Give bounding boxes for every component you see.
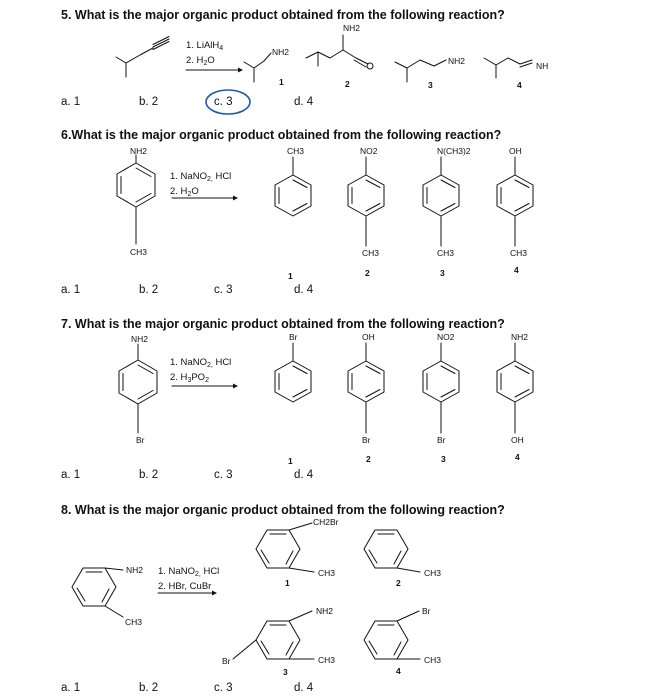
question-5-title: 5. What is the major organic product obtained from the following reaction? [61,8,505,22]
q5-option-a[interactable]: a. 1 [61,96,81,108]
q8-p3-ring [233,611,314,659]
q6-product-number-3: 3 [440,268,445,278]
q5-p2-nh2-label: NH2 [343,23,361,33]
q8-product-number-2: 2 [396,578,401,588]
q6-p3-bottom-label: CH3 [437,248,455,258]
answer-circle [206,90,250,114]
q7-p2-bottom-label: Br [362,435,371,445]
q6-p4-ring [497,157,533,246]
q8-option-c[interactable]: c. 3 [214,682,233,694]
q6-p1-ring [275,157,311,216]
q5-product-4 [484,58,532,78]
q8-p3-ch3-label: CH3 [318,655,336,665]
q7-p4-bottom-label: OH [511,435,524,445]
q8-option-d[interactable]: d. 4 [294,682,314,694]
q8-product-number-1: 1 [285,578,290,588]
q5-p4-nh-label: NH [536,61,549,71]
q8-p3-br-label: Br [222,656,231,666]
q6-option-c[interactable]: c. 3 [214,284,233,296]
q7-p2-ring [348,343,384,433]
q7-p1-top-label: Br [289,332,298,342]
q6-sm-top-label: NH2 [130,146,148,156]
q8-p1-ch2br-label: CH2Br [313,517,339,527]
q8-product-number-3: 3 [283,667,288,677]
q8-p1-ring [256,523,314,572]
q5-reagents: 1. LiAlH$_4$ 2. $H_2O$ [186,40,224,67]
q7-p3-ring [423,343,459,433]
q5-p3-nh2-label: NH2 [448,56,466,66]
q6-sm-ring [117,155,155,244]
q7-p3-top-label: NO2 [437,332,455,342]
q7-product-number-2: 2 [366,454,371,464]
q8-option-a[interactable]: a. 1 [61,682,81,694]
q6-option-d[interactable]: d. 4 [294,284,314,296]
q7-p2-top-label: OH [362,332,375,342]
q6-p2-ring [348,157,384,246]
q6-p1-top-label: CH3 [287,146,305,156]
q6-p4-bottom-label: CH3 [510,248,528,258]
q5-product-1 [244,53,271,82]
q8-p2-ring [364,530,420,572]
q6-product-number-4: 4 [514,265,519,275]
q6-sm-bottom-label: CH3 [130,247,148,257]
q7-product-number-4: 4 [515,452,520,462]
q8-reagents: 1. NaNO$_{2,}$ HCl 2. HBr, CuBr [158,566,220,592]
q5-option-c[interactable]: c. 3 [214,96,233,108]
q7-product-number-1: 1 [288,456,293,466]
q6-p3-ring [423,157,459,246]
q7-option-b[interactable]: b. 2 [139,469,159,481]
q7-sm-top-label: NH2 [131,334,149,344]
q5-starting-nitrile [116,37,169,78]
q5-product-number-4: 4 [517,80,522,90]
q5-product-number-1: 1 [279,77,284,87]
q7-p4-top-label: NH2 [511,332,529,342]
q6-option-a[interactable]: a. 1 [61,284,81,296]
question-8-title: 8. What is the major organic product obtained from the following reaction? [61,503,505,517]
q6-option-b[interactable]: b. 2 [139,284,159,296]
question-6-title: 6.What is the major organic product obtained from the following reaction? [61,128,502,142]
q5-option-d[interactable]: d. 4 [294,96,314,108]
q6-reagents: 1. NaNO$_{2,}$ HCl 2. $H_2O$ [170,171,232,198]
q8-sm-ch3-label: CH3 [125,617,143,627]
q8-p4-ring [364,611,420,659]
q6-product-number-1: 1 [288,271,293,281]
q6-p3-top-label: N(CH3)2 [437,146,471,156]
q6-p2-top-label: NO2 [360,146,378,156]
q8-p4-ch3-label: CH3 [424,655,442,665]
q8-option-b[interactable]: b. 2 [139,682,159,694]
q5-option-b[interactable]: b. 2 [139,96,159,108]
q8-product-number-4: 4 [396,666,401,676]
q7-product-number-3: 3 [441,454,446,464]
q7-p1-ring [275,343,311,402]
q5-product-2 [306,35,373,69]
q8-sm-ring [72,568,123,617]
q6-p2-bottom-label: CH3 [362,248,380,258]
q8-p3-nh2-label: NH2 [316,606,334,616]
q8-p1-ch3-label: CH3 [318,568,336,578]
q8-sm-nh2-label: NH2 [126,565,144,575]
q6-p4-top-label: OH [509,146,522,156]
q7-p4-ring [497,343,533,433]
q6-product-number-2: 2 [365,268,370,278]
q5-product-number-2: 2 [345,79,350,89]
q7-p3-bottom-label: Br [437,435,446,445]
q8-p2-ch3-label: CH3 [424,568,442,578]
q8-p4-br-label: Br [422,606,431,616]
q5-p1-nh2-label: NH2 [272,47,290,57]
q7-option-a[interactable]: a. 1 [61,469,81,481]
q7-option-c[interactable]: c. 3 [214,469,233,481]
q7-sm-bottom-label: Br [136,435,145,445]
q7-option-d[interactable]: d. 4 [294,469,314,481]
q5-product-3 [395,60,446,82]
question-7-title: 7. What is the major organic product obtained from the following reaction? [61,317,505,331]
q7-sm-ring [119,344,157,433]
q5-product-number-3: 3 [428,80,433,90]
q7-reagents: 1. NaNO$_{2,}$ HCl 2. $H_3PO_2$ [170,357,232,384]
